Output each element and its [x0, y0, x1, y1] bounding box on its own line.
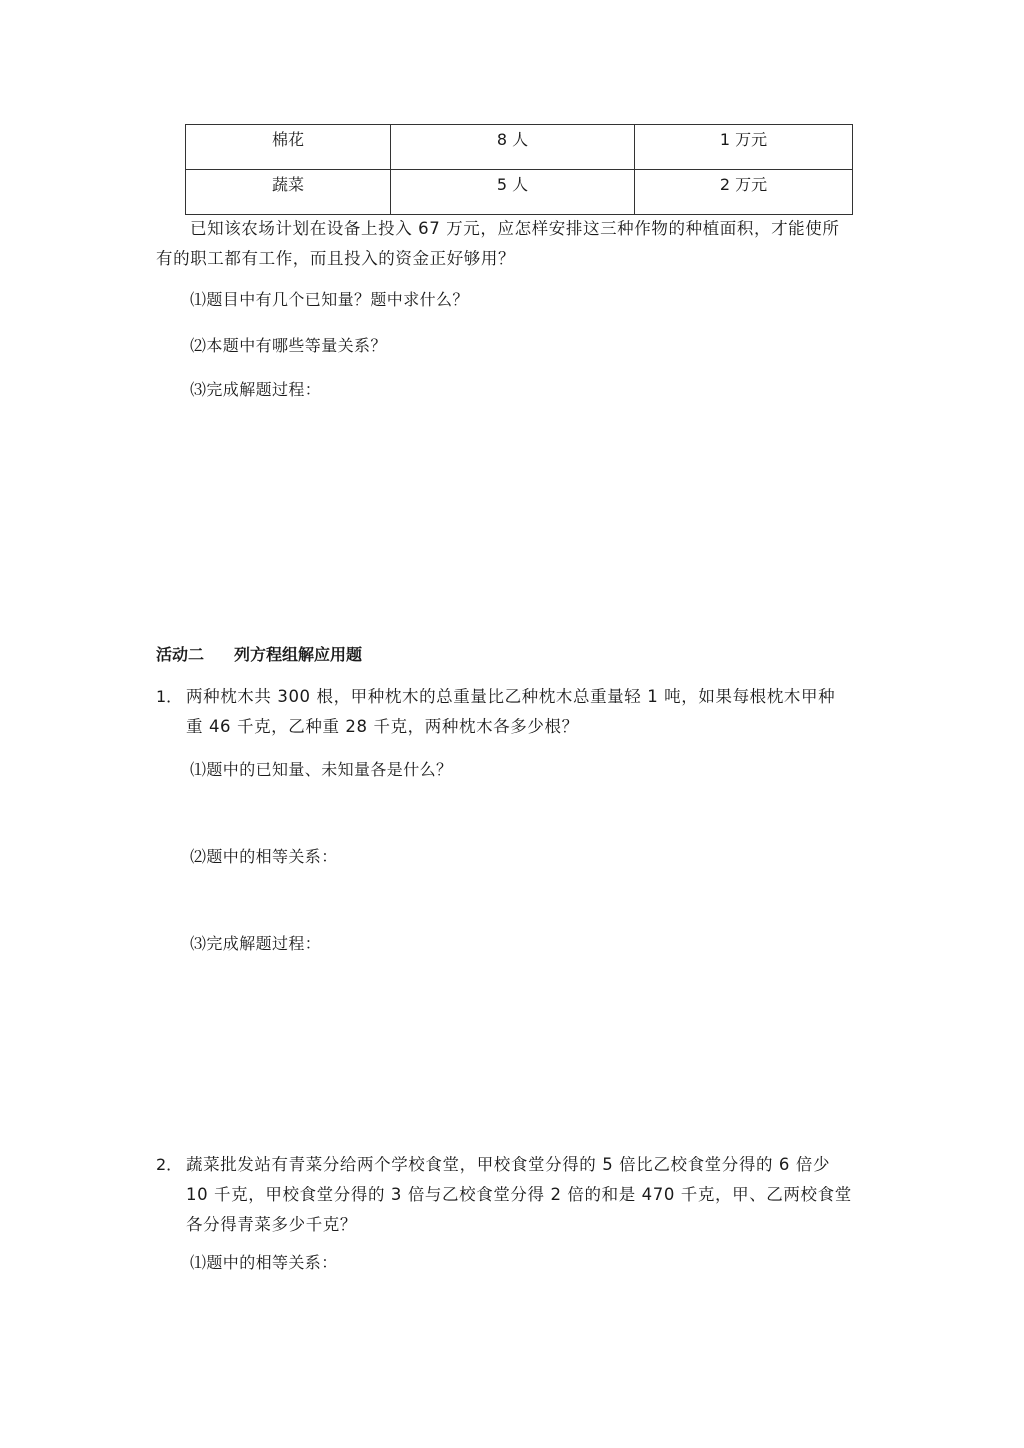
problem-2-number: 2． — [156, 1155, 183, 1174]
intro-line-1: 已知该农场计划在设备上投入 67 万元，应怎样安排这三种作物的种植面积，才能使所 — [190, 219, 840, 238]
table-cell: 8 人 — [391, 125, 635, 170]
part1-question-1: ⑴题目中有几个已知量？题中求什么？ — [190, 290, 469, 309]
table-cell: 2 万元 — [635, 170, 853, 215]
problem-1-question-3: ⑶完成解题过程： — [190, 934, 322, 953]
problem-1-line-1: 两种枕木共 300 根，甲种枕木的总重量比乙种枕木总重量轻 1 吨，如果每根枕木甲种 — [186, 687, 836, 706]
problem-2-question-1: ⑴题中的相等关系： — [190, 1253, 338, 1272]
table-cell: 1 万元 — [635, 125, 853, 170]
problem-2-line-1: 蔬菜批发站有青菜分给两个学校食堂，甲校食堂分得的 5 倍比乙校食堂分得的 6 倍少 — [186, 1155, 831, 1174]
problem-2-line-2: 10 千克，甲校食堂分得的 3 倍与乙校食堂分得 2 倍的和是 470 千克，甲、乙两校食堂 — [186, 1185, 852, 1204]
problem-1-question-1: ⑴题中的已知量、未知量各是什么？ — [190, 760, 453, 779]
problem-2-line-3: 各分得青菜多少千克？ — [186, 1215, 357, 1234]
problem-1-number: 1． — [156, 687, 183, 706]
crop-table — [185, 124, 853, 215]
table-cell: 5 人 — [391, 170, 635, 215]
problem-1-line-2: 重 46 千克，乙种重 28 千克，两种枕木各多少根？ — [186, 717, 579, 736]
intro-line-2: 有的职工都有工作，而且投入的资金正好够用？ — [156, 249, 516, 268]
problem-1-question-2: ⑵题中的相等关系： — [190, 847, 338, 866]
activity-title: 列方程组解应用题 — [234, 645, 363, 664]
activity-label: 活动二 — [156, 645, 205, 664]
table-row — [186, 125, 853, 170]
part1-question-2: ⑵本题中有哪些等量关系？ — [190, 336, 387, 355]
table-row — [186, 170, 853, 215]
activity-heading — [156, 643, 362, 667]
table-cell: 棉花 — [186, 125, 391, 170]
part1-question-3: ⑶完成解题过程： — [190, 380, 322, 399]
table-cell: 蔬菜 — [186, 170, 391, 215]
